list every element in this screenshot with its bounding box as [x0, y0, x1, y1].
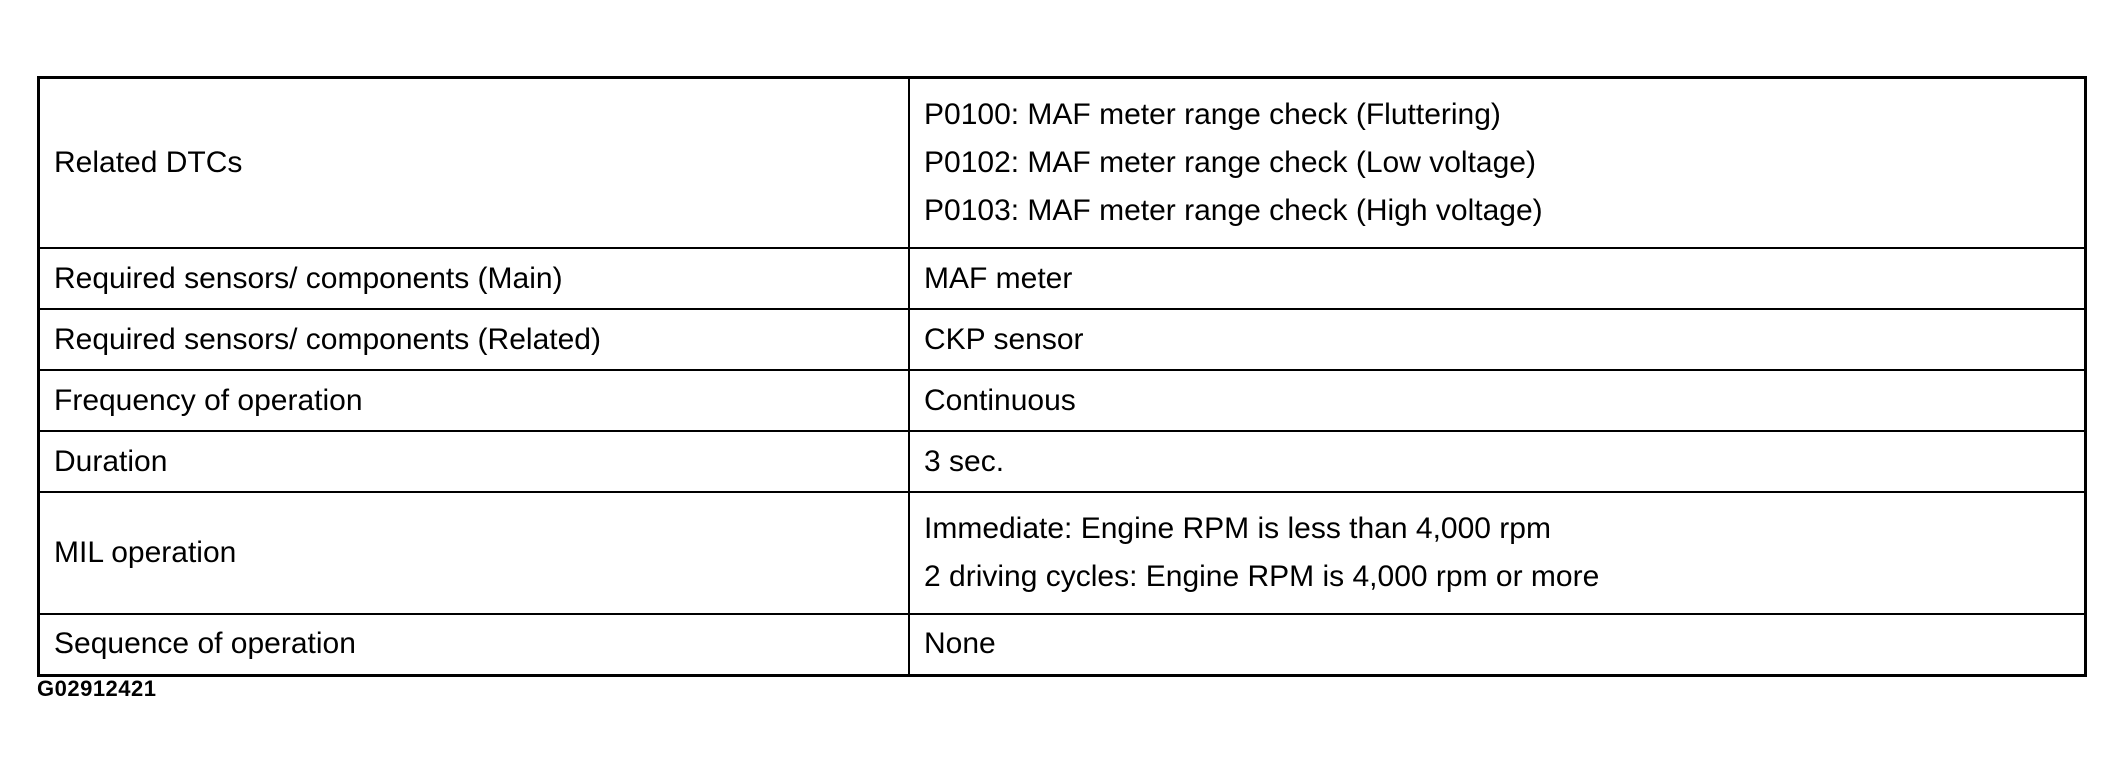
table-row	[39, 370, 2086, 431]
value-line: 2 driving cycles: Engine RPM is 4,000 rpm or more	[924, 560, 1600, 593]
table-row	[39, 431, 2086, 492]
row-value	[909, 78, 2086, 249]
row-value	[909, 492, 2086, 614]
table-row	[39, 248, 2086, 309]
row-value	[909, 614, 2086, 675]
row-label: Required sensors/ components (Related)	[39, 309, 910, 370]
row-label: Duration	[39, 431, 910, 492]
value-line: MAF meter	[924, 261, 1073, 295]
value-line: 3 sec.	[924, 444, 1005, 478]
value-line: P0102: MAF meter range check (Low voltage)	[924, 146, 1536, 179]
value-line: None	[924, 627, 996, 661]
row-value	[909, 431, 2086, 492]
figure-code: G02912421	[37, 676, 157, 701]
value-line: Continuous	[924, 383, 1076, 417]
table-row	[39, 614, 2086, 675]
value-line: P0103: MAF meter range check (High voltage)	[924, 194, 1543, 227]
row-label: Sequence of operation	[39, 614, 910, 675]
row-value	[909, 370, 2086, 431]
value-line: CKP sensor	[924, 322, 1084, 356]
row-value	[909, 309, 2086, 370]
row-label: Related DTCs	[39, 78, 910, 249]
row-label: MIL operation	[39, 492, 910, 614]
table-row	[39, 492, 2086, 614]
spec-table	[37, 76, 2087, 677]
value-line: P0100: MAF meter range check (Fluttering)	[924, 98, 1501, 131]
row-label: Frequency of operation	[39, 370, 910, 431]
row-value	[909, 248, 2086, 309]
value-line: Immediate: Engine RPM is less than 4,000 rpm	[924, 512, 1551, 545]
table-row	[39, 309, 2086, 370]
table-row	[39, 78, 2086, 249]
row-label: Required sensors/ components (Main)	[39, 248, 910, 309]
